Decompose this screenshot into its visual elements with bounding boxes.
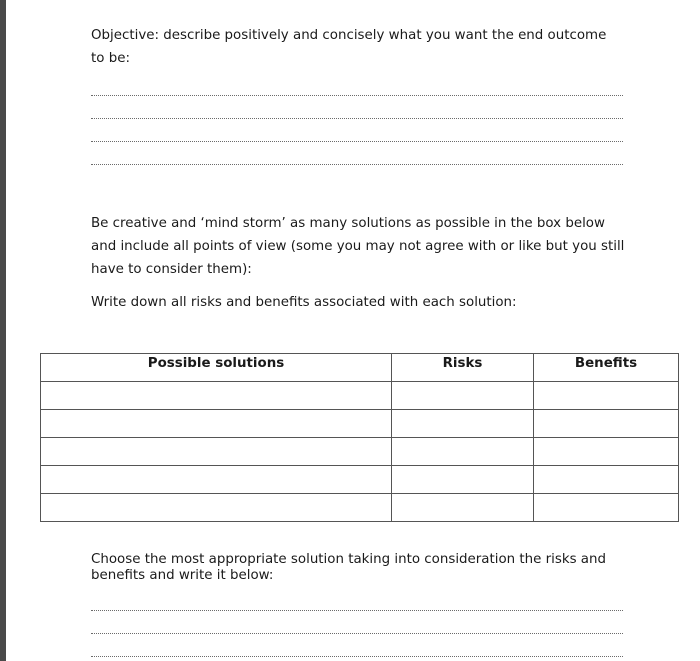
header-benefits: Benefits: [534, 354, 679, 382]
table-row: [41, 466, 679, 494]
table-row: [41, 410, 679, 438]
benefit-cell[interactable]: [534, 382, 679, 410]
benefit-cell[interactable]: [534, 438, 679, 466]
risk-cell[interactable]: [392, 438, 534, 466]
objective-answer-line-3[interactable]: [91, 141, 623, 142]
chosen-solution-line-1[interactable]: [91, 610, 623, 611]
risk-cell[interactable]: [392, 494, 534, 522]
table-row: [41, 494, 679, 522]
choose-solution-prompt: Choose the most appropriate solution taking into consideration the risks and benefits and write it below:: [91, 552, 607, 583]
mindstorm-instructions: Be creative and ‘mind storm’ as many solutions as possible in the box below and include all points of view (some you may not agree with or like but you still have to consider them):: [91, 216, 625, 277]
header-risks: Risks: [392, 354, 534, 382]
objective-prompt: Objective: describe positively and concisely what you want the end outcome to be:: [91, 28, 607, 66]
objective-answer-line-4[interactable]: [91, 164, 623, 165]
chosen-solution-line-2[interactable]: [91, 633, 623, 634]
objective-answer-line-1[interactable]: [91, 95, 623, 96]
solution-cell[interactable]: [41, 466, 392, 494]
solution-cell[interactable]: [41, 438, 392, 466]
risk-cell[interactable]: [392, 466, 534, 494]
objective-answer-line-2[interactable]: [91, 118, 623, 119]
solution-cell[interactable]: [41, 494, 392, 522]
benefit-cell[interactable]: [534, 494, 679, 522]
risk-cell[interactable]: [392, 410, 534, 438]
table-row: [41, 438, 679, 466]
table-header-row: [41, 354, 679, 382]
solution-cell[interactable]: [41, 410, 392, 438]
risks-benefits-instructions: Write down all risks and benefits associated with each solution:: [91, 295, 517, 310]
table-row: [41, 382, 679, 410]
risk-cell[interactable]: [392, 382, 534, 410]
benefit-cell[interactable]: [534, 466, 679, 494]
chosen-solution-line-3[interactable]: [91, 656, 623, 657]
solution-cell[interactable]: [41, 382, 392, 410]
header-possible-solutions: Possible solutions: [41, 354, 392, 382]
benefit-cell[interactable]: [534, 410, 679, 438]
solutions-table: [40, 353, 679, 522]
